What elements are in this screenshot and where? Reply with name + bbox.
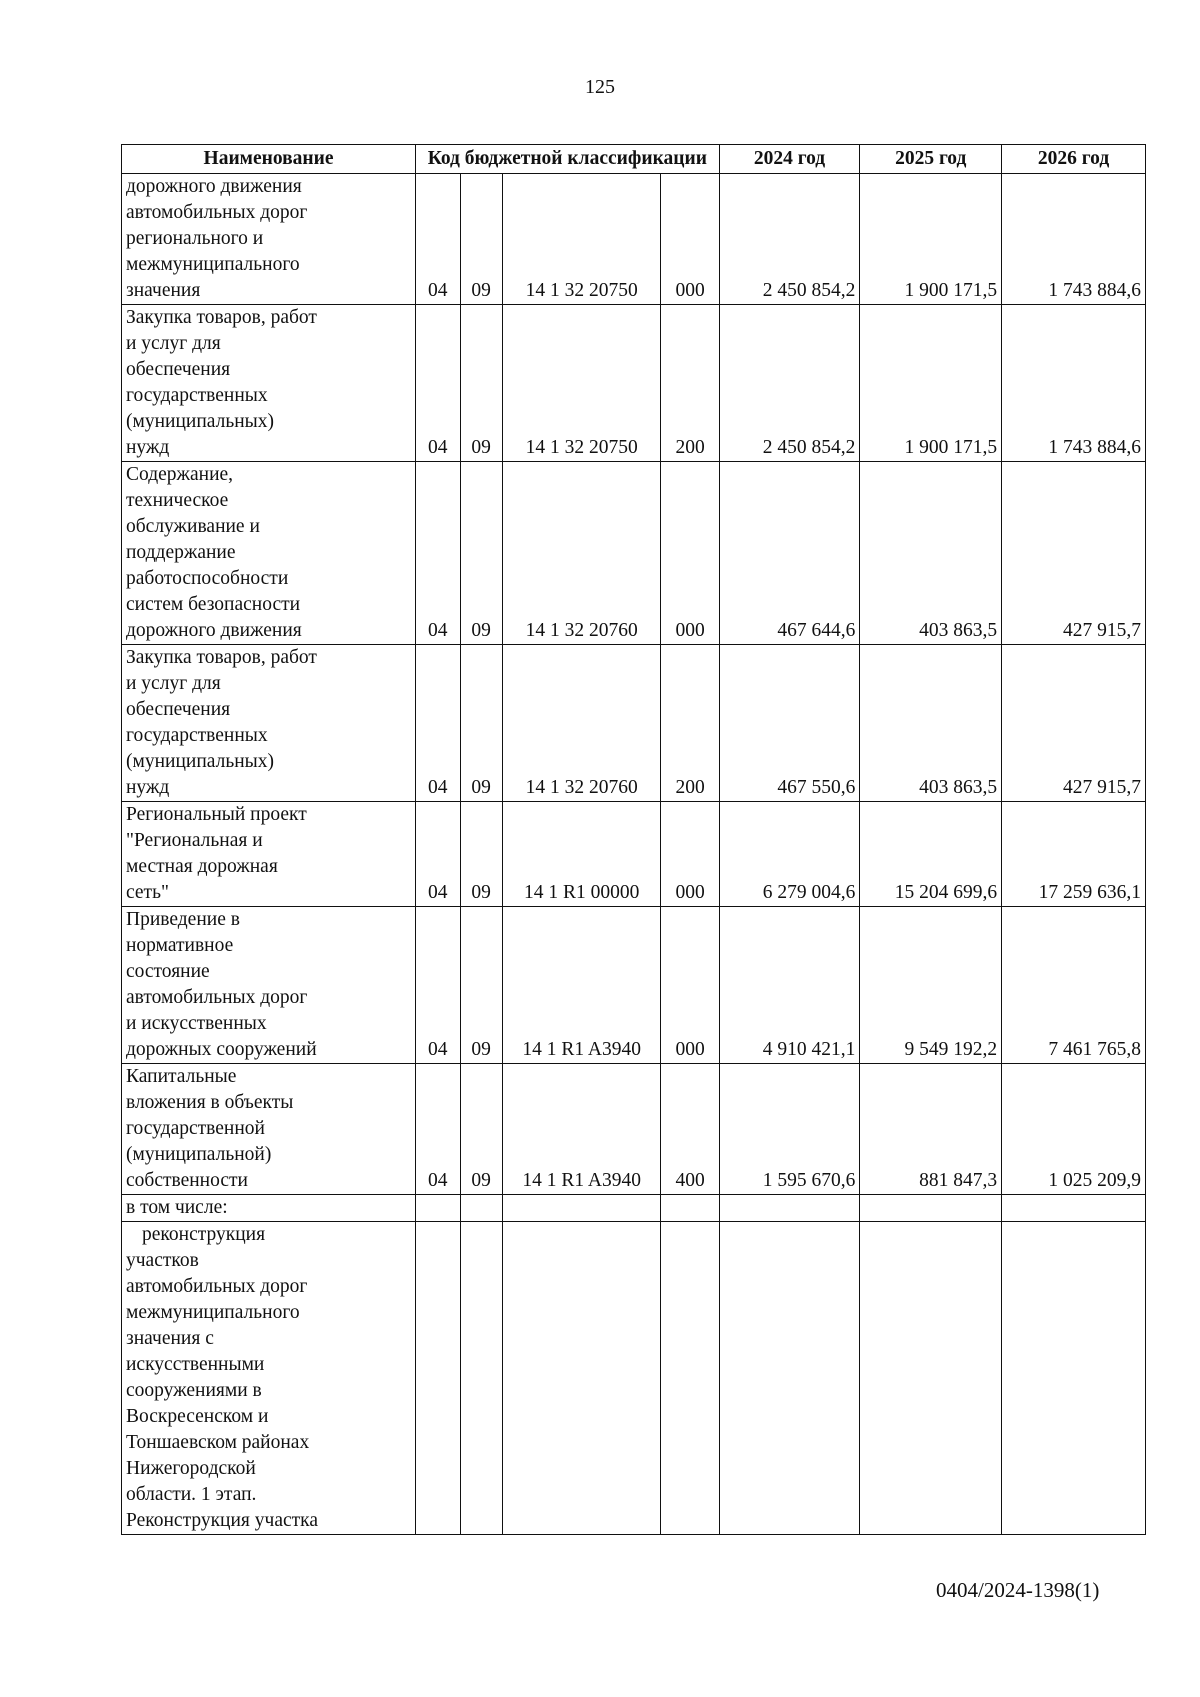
row-name-line: вложения в объекты bbox=[126, 1092, 294, 1113]
document-code: 0404/2024-1398(1) bbox=[936, 1578, 1100, 1602]
row-name bbox=[122, 645, 416, 802]
row-name-line: Реконструкция участка bbox=[126, 1510, 318, 1531]
row-name-line: состояние bbox=[126, 961, 210, 982]
code-subsection: 09 bbox=[460, 462, 502, 645]
code-section: 04 bbox=[416, 907, 460, 1064]
code-expense-type: 000 bbox=[661, 802, 719, 907]
row-name-line: местная дорожная bbox=[126, 856, 278, 877]
amount-2025 bbox=[860, 1195, 1002, 1222]
amount-2024: 2 450 854,2 bbox=[719, 305, 860, 462]
code-expense-type: 200 bbox=[661, 305, 719, 462]
amount-2025: 1 900 171,5 bbox=[860, 174, 1002, 305]
code-section: 04 bbox=[416, 802, 460, 907]
amount-2025 bbox=[860, 1222, 1002, 1535]
row-name-line: сооружениями в bbox=[126, 1380, 262, 1401]
amount-2024 bbox=[719, 1195, 860, 1222]
code-subsection: 09 bbox=[460, 907, 502, 1064]
header-name: Наименование bbox=[122, 145, 416, 174]
row-name-line: сеть" bbox=[126, 882, 169, 903]
row-name bbox=[122, 1222, 416, 1535]
row-name-line: нужд bbox=[126, 437, 170, 458]
header-row bbox=[122, 145, 1146, 174]
row-name-line: государственной bbox=[126, 1118, 265, 1139]
row-name-line: Капитальные bbox=[126, 1066, 237, 1087]
code-expense-type: 000 bbox=[661, 462, 719, 645]
row-name-line: Воскресенском и bbox=[126, 1406, 269, 1427]
table-row bbox=[122, 645, 1146, 802]
amount-2024 bbox=[719, 1222, 860, 1535]
code-expense-type: 200 bbox=[661, 645, 719, 802]
row-name bbox=[122, 1195, 416, 1222]
row-name-line: государственных bbox=[126, 385, 268, 406]
row-name bbox=[122, 462, 416, 645]
code-expense-type bbox=[661, 1195, 719, 1222]
code-subsection: 09 bbox=[460, 305, 502, 462]
code-expense-type: 000 bbox=[661, 174, 719, 305]
code-section: 04 bbox=[416, 462, 460, 645]
row-name-line: Тоншаевском районах bbox=[126, 1432, 310, 1453]
row-name-line: автомобильных дорог bbox=[126, 1276, 308, 1297]
code-section bbox=[416, 1195, 460, 1222]
table-row bbox=[122, 174, 1146, 305]
row-name-line: Содержание, bbox=[126, 464, 234, 485]
code-expense-type: 400 bbox=[661, 1064, 719, 1195]
amount-2026: 7 461 765,8 bbox=[1002, 907, 1146, 1064]
amount-2025: 1 900 171,5 bbox=[860, 305, 1002, 462]
row-name-line: в том числе: bbox=[126, 1197, 228, 1218]
header-2025: 2025 год bbox=[860, 145, 1002, 174]
table-row bbox=[122, 305, 1146, 462]
row-name-line: нужд bbox=[126, 777, 170, 798]
amount-2025: 403 863,5 bbox=[860, 462, 1002, 645]
row-name-line: "Региональная и bbox=[126, 830, 263, 851]
row-name-line: систем безопасности bbox=[126, 594, 301, 615]
row-name-line: и искусственных bbox=[126, 1013, 267, 1034]
code-target: 14 1 32 20760 bbox=[502, 462, 661, 645]
code-subsection bbox=[460, 1195, 502, 1222]
row-name-line: Региональный проект bbox=[126, 804, 307, 825]
amount-2026 bbox=[1002, 1195, 1146, 1222]
amount-2024: 2 450 854,2 bbox=[719, 174, 860, 305]
row-name bbox=[122, 174, 416, 305]
row-name-line: (муниципальных) bbox=[126, 751, 274, 772]
amount-2026: 427 915,7 bbox=[1002, 462, 1146, 645]
row-name-line: искусственными bbox=[126, 1354, 265, 1375]
row-name-line: государственных bbox=[126, 725, 268, 746]
code-subsection: 09 bbox=[460, 802, 502, 907]
code-section bbox=[416, 1222, 460, 1535]
row-name-line: (муниципальных) bbox=[126, 411, 274, 432]
row-name-line: значения bbox=[126, 280, 201, 301]
code-target: 14 1 R1 A3940 bbox=[502, 907, 661, 1064]
table-row bbox=[122, 1195, 1146, 1222]
amount-2026: 1 025 209,9 bbox=[1002, 1064, 1146, 1195]
code-target bbox=[502, 1222, 661, 1535]
row-name-line: работоспособности bbox=[126, 568, 289, 589]
row-name bbox=[122, 802, 416, 907]
row-name-line: реконструкция bbox=[142, 1224, 266, 1245]
amount-2024: 467 644,6 bbox=[719, 462, 860, 645]
row-name-line: межмуниципального bbox=[126, 254, 300, 275]
row-name-line: регионального и bbox=[126, 228, 264, 249]
row-name-line: обслуживание и bbox=[126, 516, 260, 537]
code-subsection bbox=[460, 1222, 502, 1535]
code-subsection: 09 bbox=[460, 1064, 502, 1195]
row-name bbox=[122, 305, 416, 462]
amount-2024: 6 279 004,6 bbox=[719, 802, 860, 907]
amount-2024: 1 595 670,6 bbox=[719, 1064, 860, 1195]
amount-2026: 1 743 884,6 bbox=[1002, 174, 1146, 305]
row-name-line: нормативное bbox=[126, 935, 234, 956]
budget-table bbox=[121, 144, 1146, 1535]
header-2024: 2024 год bbox=[719, 145, 860, 174]
row-name-line: Закупка товаров, работ bbox=[126, 307, 317, 328]
code-target: 14 1 R1 A3940 bbox=[502, 1064, 661, 1195]
row-name bbox=[122, 907, 416, 1064]
code-expense-type bbox=[661, 1222, 719, 1535]
code-section: 04 bbox=[416, 305, 460, 462]
amount-2026 bbox=[1002, 1222, 1146, 1535]
row-name-line: обеспечения bbox=[126, 699, 231, 720]
amount-2026: 1 743 884,6 bbox=[1002, 305, 1146, 462]
amount-2025: 15 204 699,6 bbox=[860, 802, 1002, 907]
row-name-line: собственности bbox=[126, 1170, 248, 1191]
header-code: Код бюджетной классификации bbox=[416, 145, 720, 174]
row-name-line: участков bbox=[126, 1250, 199, 1271]
row-name-line: и услуг для bbox=[126, 673, 221, 694]
table-row bbox=[122, 462, 1146, 645]
row-name-line: значения с bbox=[126, 1328, 214, 1349]
row-name-line: Закупка товаров, работ bbox=[126, 647, 317, 668]
table-row bbox=[122, 907, 1146, 1064]
row-name-line: обеспечения bbox=[126, 359, 231, 380]
row-name-line: дорожного движения bbox=[126, 176, 302, 197]
amount-2025: 9 549 192,2 bbox=[860, 907, 1002, 1064]
row-name-line: Нижегородской bbox=[126, 1458, 256, 1479]
row-name-line: дорожных сооружений bbox=[126, 1039, 317, 1060]
code-target: 14 1 32 20750 bbox=[502, 174, 661, 305]
amount-2024: 467 550,6 bbox=[719, 645, 860, 802]
row-name-line: области. 1 этап. bbox=[126, 1484, 257, 1505]
code-target: 14 1 32 20760 bbox=[502, 645, 661, 802]
row-name-line: поддержание bbox=[126, 542, 236, 563]
code-subsection: 09 bbox=[460, 174, 502, 305]
code-subsection: 09 bbox=[460, 645, 502, 802]
row-name-line: (муниципальной) bbox=[126, 1144, 272, 1165]
code-section: 04 bbox=[416, 1064, 460, 1195]
amount-2025: 403 863,5 bbox=[860, 645, 1002, 802]
row-name-line: техническое bbox=[126, 490, 229, 511]
code-target bbox=[502, 1195, 661, 1222]
amount-2026: 427 915,7 bbox=[1002, 645, 1146, 802]
code-section: 04 bbox=[416, 645, 460, 802]
row-name-line: и услуг для bbox=[126, 333, 221, 354]
page-number: 125 bbox=[585, 76, 615, 98]
amount-2025: 881 847,3 bbox=[860, 1064, 1002, 1195]
code-section: 04 bbox=[416, 174, 460, 305]
code-target: 14 1 32 20750 bbox=[502, 305, 661, 462]
table-row bbox=[122, 1064, 1146, 1195]
row-name-line: автомобильных дорог bbox=[126, 987, 308, 1008]
row-name bbox=[122, 1064, 416, 1195]
code-expense-type: 000 bbox=[661, 907, 719, 1064]
amount-2026: 17 259 636,1 bbox=[1002, 802, 1146, 907]
row-name-line: межмуниципального bbox=[126, 1302, 300, 1323]
code-target: 14 1 R1 00000 bbox=[502, 802, 661, 907]
table-row bbox=[122, 1222, 1146, 1535]
table-row bbox=[122, 802, 1146, 907]
amount-2024: 4 910 421,1 bbox=[719, 907, 860, 1064]
header-2026: 2026 год bbox=[1002, 145, 1146, 174]
row-name-line: дорожного движения bbox=[126, 620, 302, 641]
row-name-line: Приведение в bbox=[126, 909, 240, 930]
row-name-line: автомобильных дорог bbox=[126, 202, 308, 223]
